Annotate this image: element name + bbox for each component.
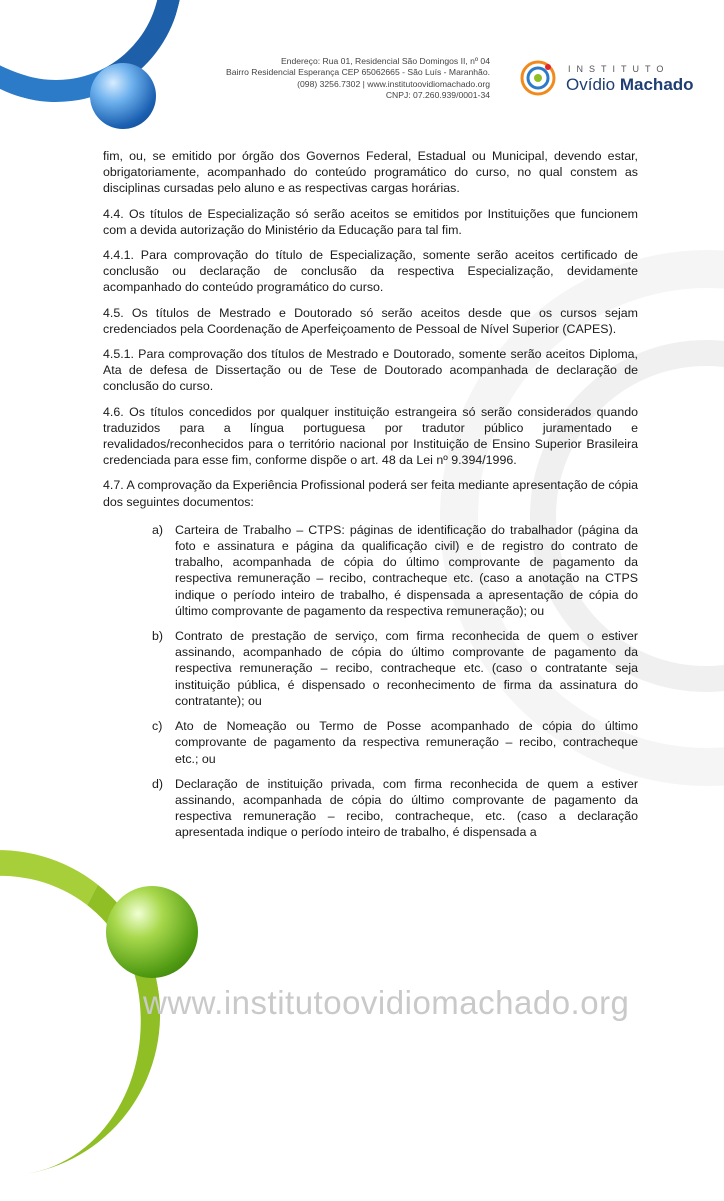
list-item (103, 776, 638, 841)
paragraph: 4.5.1. Para comprovação dos títulos de Mestrado e Doutorado, somente serão aceitos Diploma, Ata de defesa de Dissertação ou de Tese de Doutorado acompanhada de declaração de conclusão do curso. (103, 347, 638, 394)
institute-logo (518, 58, 708, 100)
logo-top-text: INSTITUTO (568, 64, 670, 74)
paragraph: 4.6. Os títulos concedidos por qualquer instituição estrangeira só serão considerados quando traduzidos para a língua portuguesa por tradutor público juramentado e revalidados/reconhecidos para o território nacional por Instituição de Ensino Superior Brasileira credenciada para esse fim, conforme dispõe o art. 48 da Lei nº 9.394/1996. (103, 404, 638, 468)
list-item (103, 718, 638, 767)
logo-name-bold: Machado (619, 75, 694, 94)
list-letter: c) (152, 719, 163, 734)
paragraph: 4.4. Os títulos de Especialização só serão aceitos se emitidos por Instituições que funcionem com a devida autorização do Ministério da Educação para tal fim. (103, 206, 638, 237)
list-item (103, 522, 638, 619)
blue-sphere-decoration (90, 63, 156, 129)
paragraph: 4.4.1. Para comprovação do título de Especialização, somente serão aceitos certificado de conclusão ou declaração de conclusão da respectiva Especialização, devidamente acompanhado do conteúdo programático do curso. (103, 248, 638, 295)
address-line: Bairro Residencial Esperança CEP 65062665 - São Luís - Maranhão. (225, 67, 490, 78)
list-text: Declaração de instituição privada, com firma reconhecida de quem a estiver assinando, acompanhada de cópia do último comprovante de pagamento da respectiva remuneração – recibo, contracheque, etc. (caso a declaração apresentada indique o período inteiro de trabalho, é dispensada a (175, 776, 638, 840)
list-text: Carteira de Trabalho – CTPS: páginas de identificação do trabalhador (página da foto e assinatura e página da qualificação civil) e de registro do contrato de trabalho, acompanhada de cópia do último comprovante de pagamento da respectiva remuneração – recibo, contracheque etc. (caso a anotação na CTPS indique o período inteiro de trabalho, é dispensada a apresentação de cópia do último comprovante de pagamento da respectiva remuneração); ou (175, 522, 638, 618)
header-address (226, 56, 490, 102)
list-letter: b) (152, 629, 164, 644)
list-letter: d) (152, 776, 164, 791)
address-line: Endereço: Rua 01, Residencial São Domingos II, nº 04 (280, 56, 490, 66)
logo-bottom-text (566, 75, 694, 95)
paragraph: fim, ou, se emitido por órgão dos Governos Federal, Estadual ou Municipal, devendo estar, obrigatoriamente, acompanhado do conteúdo programático do curso, no qual constem as disciplinas cursadas pelo aluno e as respectivas cargas horárias. (103, 149, 638, 196)
green-sphere-decoration (106, 886, 198, 978)
list-letter: a) (152, 522, 164, 537)
document-body (103, 148, 638, 850)
list-text: Contrato de prestação de serviço, com firma reconhecida de quem o estiver assinando, acompanhado de cópia do último comprovante de pagamento da respectiva remuneração – recibo, contracheque etc. (caso o contratante seja instituição pública, é dispensado o reconhecimento de firma da assinatura do contratante); ou (175, 629, 638, 708)
paragraph: 4.7. A comprovação da Experiência Profissional poderá ser feita mediante apresentação de cópia dos seguintes documentos: (103, 478, 638, 509)
logo-mark-icon (518, 58, 558, 98)
list-text: Ato de Nomeação ou Termo de Posse acompanhado de cópia do último comprovante de pagamento da respectiva remuneração – recibo, contracheque etc.; ou (175, 719, 638, 766)
paragraph: 4.5. Os títulos de Mestrado e Doutorado só serão aceitos desde que os cursos sejam credenciados pela Coordenação de Aperfeiçoamento de Pessoal de Nível Superior (CAPES). (103, 305, 638, 336)
document-list (103, 522, 638, 841)
list-item (103, 628, 638, 709)
logo-name-regular: Ovídio (566, 75, 620, 94)
address-line: (098) 3256.7302 | www.institutoovidiomachado.org (297, 78, 490, 89)
footer-url: www.institutoovidiomachado.org (143, 984, 630, 1021)
address-line: CNPJ: 07.260.939/0001-34 (385, 90, 490, 101)
